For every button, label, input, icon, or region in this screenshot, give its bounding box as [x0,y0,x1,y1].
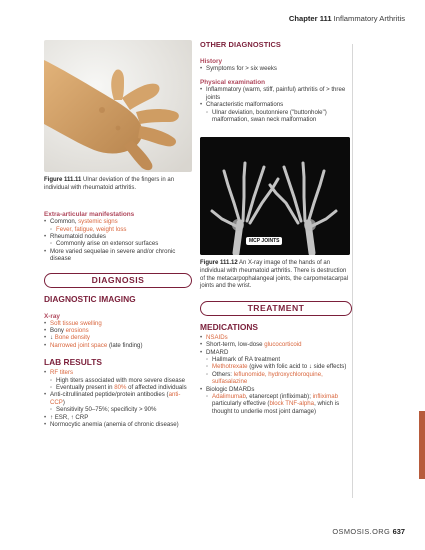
lab-results-list [44,369,192,428]
bullet-text: ↓ [50,334,55,342]
sub-bullet-item [44,226,192,233]
bullet-text: , etanercept (infliximab); [245,393,313,401]
bullet-item [200,101,352,108]
bullet-text: ↑ ESR, ↑ CRP [50,413,89,421]
sub-bullet-item [200,109,352,124]
bullet-item [44,421,192,428]
diagnosis-banner-label: DIAGNOSIS [91,275,145,286]
figure-12-caption [200,260,352,290]
linked-term[interactable]: Adalimumab [212,393,246,401]
bullet-item [200,334,352,341]
figure-12-text: An X-ray image of the hands of an individual with rheumatoid arthritis. There is destruction of the metacarpophalangeal joints, the carpometacarpal joints and the wrist. [200,260,349,290]
linked-term[interactable]: Methotrexate [212,363,248,371]
right-column [200,40,352,415]
bullet-text: More varied sequelae in severe and/or chronic disease [50,247,176,263]
bullet-text: High titers associated with more severe disease [56,376,186,384]
bullet-text: Sensitivity 50–75%; specificity > 90% [56,406,157,414]
treatment-banner [200,301,352,316]
bullet-text: particularly effective ( [212,400,270,408]
bullet-text: Common, [50,218,79,226]
bullet-text: Inflammatory (warm, stiff, painful) arthritis of > three joints [206,86,346,101]
chapter-number: Chapter 111 [288,14,332,23]
bullet-text: Anti-citrullinated peptide/protein antibodies ( [50,391,169,399]
bullet-text: Normocytic anemia (anemia of chronic disease) [50,421,179,429]
page-header [289,14,405,23]
bullet-text: of affected individuals [126,384,187,392]
extra-articular-heading: Extra-articular manifestations [44,211,135,219]
bullet-text: Biologic DMARDs [206,385,255,393]
bullet-item [44,233,192,240]
sub-bullet-item [200,371,352,386]
hand-photo [44,40,192,172]
sub-bullet-item [44,384,192,391]
sub-bullet-item [200,393,352,415]
other-diagnostics-heading: OTHER DIAGNOSTICS [200,40,281,49]
history-list [200,65,352,72]
bullet-item [200,341,352,348]
extra-articular-list [44,218,192,262]
bullet-text: Eventually present in [56,384,115,392]
linked-term[interactable]: RF titers [50,369,74,377]
xray-heading: X-ray [44,312,60,320]
bullet-item [44,218,192,225]
diagnosis-banner [44,273,192,288]
linked-term[interactable]: anti-CCP [50,391,181,406]
bullet-text: DMARD [206,348,229,356]
linked-term[interactable]: Narrowed joint space [50,341,108,349]
exam-list [200,86,352,123]
footer-site: OSMOSIS.ORG [332,527,391,536]
figure-12-label: Figure 111.12 [200,260,238,267]
chapter-tab [419,411,425,479]
bullet-text: Others: [212,370,234,378]
treatment-banner-label: TREATMENT [247,303,305,314]
left-column [44,40,192,429]
bullet-text: Symptoms for > six weeks [206,65,277,72]
lab-results-heading: LAB RESULTS [44,357,103,368]
xray-image [200,137,350,255]
medications-heading: MEDICATIONS [200,321,259,332]
mcp-joints-label: MCP JOINTS [246,237,282,245]
linked-term[interactable]: 80% [114,384,127,392]
bullet-text: Bony [50,327,66,335]
diagnostic-imaging-heading: DIAGNOSTIC IMAGING [44,293,136,304]
bullet-text: ) [62,398,65,406]
bullet-item [44,414,192,421]
linked-term[interactable]: Fever, fatigue, weight loss [56,225,127,233]
linked-term[interactable]: Bone density [54,334,90,342]
bullet-item [200,386,352,393]
figure-11-caption [44,177,192,192]
exam-heading: Physical examination [200,79,265,87]
bullet-item [200,349,352,356]
linked-term[interactable]: glucocorticoid [264,341,302,349]
linked-term[interactable]: block TNF-alpha [269,400,315,408]
bullet-item [44,342,192,349]
figure-11-text: Ulnar deviation of the fingers in an individual with rheumatoid arthritis. [44,177,175,191]
figure-11-label: Figure 111.11 [44,177,82,183]
history-heading: History [200,58,223,65]
bullet-text: (late finding) [107,341,143,349]
bullet-text: (give with folic acid to ↓ side effects) [247,363,347,371]
sub-bullet-item [44,240,192,247]
bullet-item [200,65,352,72]
sub-bullet-item [44,406,192,413]
sub-bullet-item [44,377,192,384]
column-divider [352,44,353,498]
sub-bullet-item [200,363,352,370]
linked-term[interactable]: NSAIDs [206,333,228,341]
bullet-text: Hallmark of RA treatment [212,356,281,364]
chapter-title: Inflammatory Arthritis [333,14,405,23]
bullet-item [44,369,192,376]
linked-term[interactable]: infliximab [312,393,339,401]
linked-term[interactable]: Soft tissue swelling [50,319,102,327]
bullet-text: Characteristic malformations [206,101,284,109]
bullet-item [44,334,192,341]
linked-term[interactable]: erosions [65,327,89,335]
linked-term[interactable]: systemic signs [78,218,118,226]
bullet-item [44,248,192,263]
medications-list [200,334,352,415]
bullet-text: Rheumatoid nodules [50,233,106,240]
imaging-list [44,320,192,350]
bullet-item [200,86,352,101]
linked-term[interactable]: leflunomide, hydroxychloroquine, sulfasalazine [212,370,323,386]
bullet-item [44,327,192,334]
bullet-item [44,391,192,406]
bullet-text: Short-term, low-dose [206,341,265,349]
hand-photo-illustration [44,40,192,172]
bullet-text: , which is thought to underlie most joint damage) [212,400,340,415]
page-footer [332,527,405,536]
page-number: 637 [392,527,405,536]
bullet-item [44,320,192,327]
sub-bullet-item [200,356,352,363]
bullet-text: Commonly arise on extensor surfaces [56,240,159,248]
bullet-text: Ulnar deviation, boutonniere ("buttonhole") malformation, swan neck malformation [212,108,327,124]
